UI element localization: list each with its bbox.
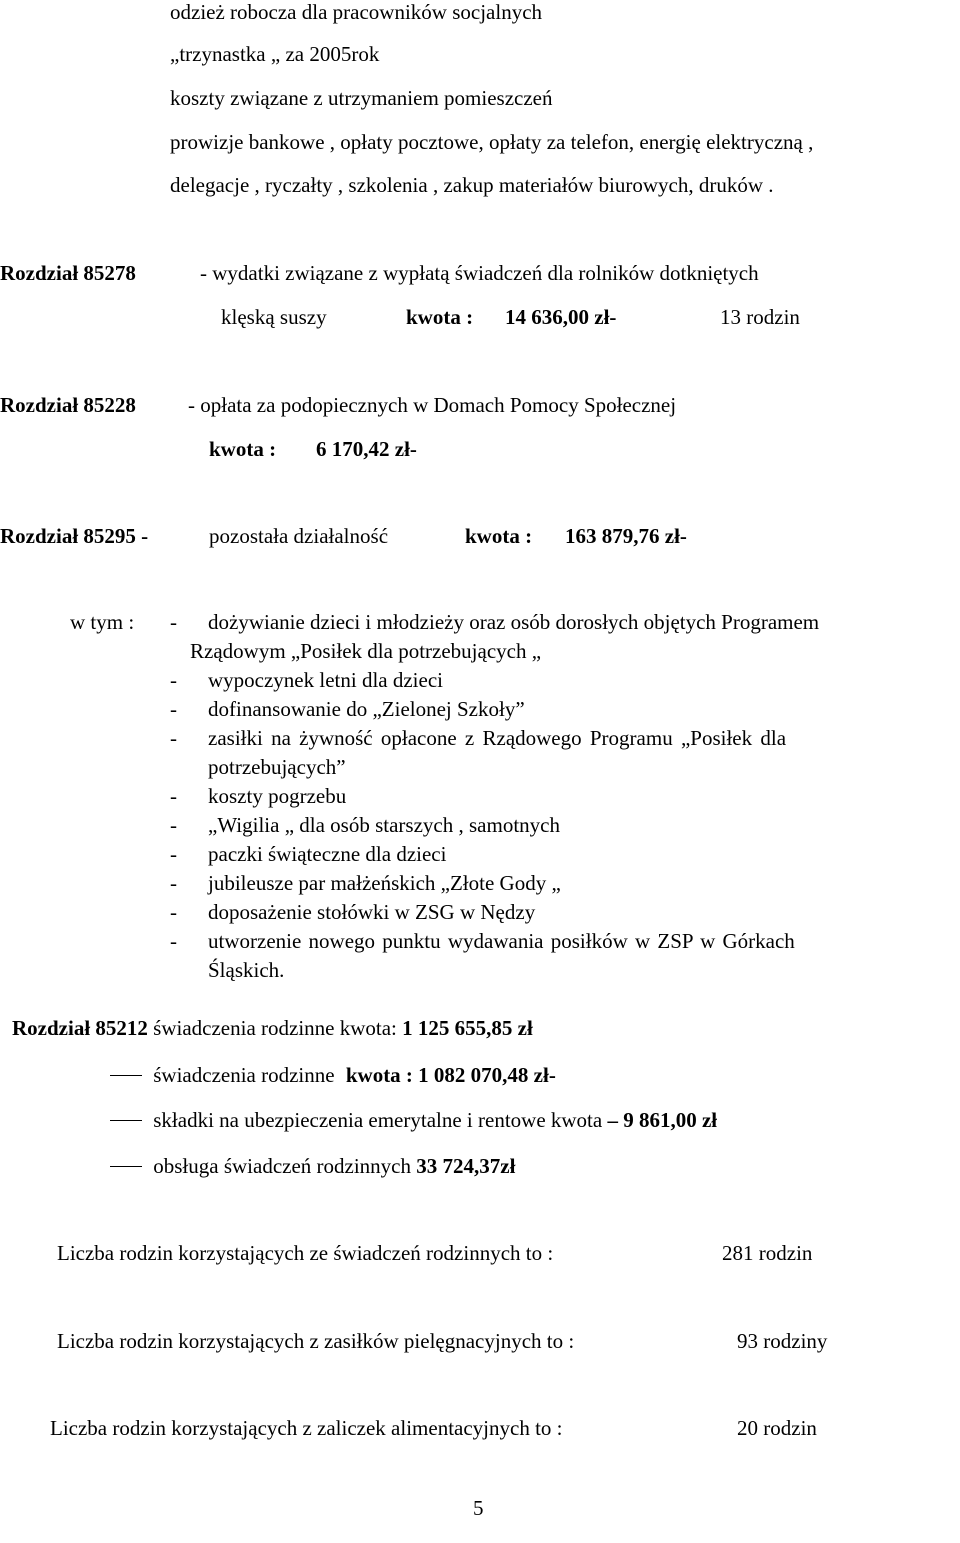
stat-label-alimony-advances: Liczba rodzin korzystających z zaliczek alimentacyjnych to :: [50, 1416, 563, 1440]
list-item: - paczki świąteczne dla dzieci: [170, 842, 447, 866]
list-item-continuation: Śląskich.: [208, 958, 285, 982]
section-85212-sub-1: świadczenia rodzinne kwota : 1 082 070,48 zł-: [110, 1063, 556, 1088]
dash-rule: [110, 1075, 142, 1076]
stat-value-alimony-advances: 20 rodzin: [737, 1416, 817, 1440]
section-85295-kwota: 163 879,76 zł-: [565, 524, 687, 548]
list-item: - dofinansowanie do „Zielonej Szkoły”: [170, 697, 525, 721]
section-85295-wtym: w tym :: [70, 610, 135, 634]
section-85228-label: Rozdział 85228: [0, 393, 136, 417]
section-85278-kwota-label: kwota :: [406, 305, 474, 329]
stat-label-care-allowances: Liczba rodzin korzystających z zasiłków pielęgnacyjnych to :: [57, 1329, 575, 1353]
top-line-1: odzież robocza dla pracowników socjalnych: [170, 0, 543, 24]
list-item-continuation: potrzebujących”: [208, 755, 346, 779]
section-85295-label: Rozdział 85295 -: [0, 524, 149, 548]
list-item: - zasiłki na żywność opłacone z Rządowego Programu „Posiłek dla: [170, 726, 787, 750]
section-85212-sub-2: składki na ubezpieczenia emerytalne i rentowe kwota – 9 861,00 zł: [110, 1108, 717, 1133]
section-85295-kwota-label: kwota :: [465, 524, 533, 548]
section-85295-desc: pozostała działalność: [209, 524, 389, 548]
section-85278-desc: - wydatki związane z wypłatą świadczeń dla rolników dotkniętych: [200, 261, 759, 285]
dash-rule: [110, 1166, 142, 1167]
list-item-continuation: Rządowym „Posiłek dla potrzebujących „: [190, 639, 542, 663]
section-85212-line: [12, 1016, 533, 1041]
list-item: - dożywianie dzieci i młodzieży oraz osób dorosłych objętych Programem: [170, 610, 820, 634]
dash-rule: [110, 1120, 142, 1121]
list-item: - koszty pogrzebu: [170, 784, 347, 808]
section-85212-sub-3: obsługa świadczeń rodzinnych 33 724,37zł: [110, 1154, 515, 1179]
section-85212-label: Rozdział 85212: [12, 1016, 148, 1040]
list-item: - doposażenie stołówki w ZSG w Nędzy: [170, 900, 536, 924]
stat-label-family-benefits: Liczba rodzin korzystających ze świadczeń rodzinnych to :: [57, 1241, 554, 1265]
top-line-2: „trzynastka „ za 2005rok: [170, 42, 380, 66]
list-item: - wypoczynek letni dla dzieci: [170, 668, 443, 692]
page-number: 5: [473, 1496, 484, 1520]
list-item: - utworzenie nowego punktu wydawania posiłków w ZSP w Górkach: [170, 929, 795, 953]
section-85295-items: [170, 608, 960, 985]
section-85228-kwota: 6 170,42 zł-: [316, 437, 417, 461]
stat-value-care-allowances: 93 rodziny: [737, 1329, 828, 1353]
top-line-3: koszty związane z utrzymaniem pomieszczeń: [170, 86, 553, 110]
section-85278-kwota: 14 636,00 zł-: [505, 305, 617, 329]
list-item: - jubileusze par małżeńskich „Złote Gody „: [170, 871, 561, 895]
section-85212-desc: świadczenia rodzinne kwota:: [153, 1016, 397, 1040]
list-item: - „Wigilia „ dla osób starszych , samotnych: [170, 813, 560, 837]
section-85278-families: 13 rodzin: [720, 305, 800, 329]
top-line-5: delegacje , ryczałty , szkolenia , zakup materiałów biurowych, druków .: [170, 173, 774, 197]
top-line-4: prowizje bankowe , opłaty pocztowe, opłaty za telefon, energię elektryczną ,: [170, 130, 814, 154]
section-85278-label: Rozdział 85278: [0, 261, 136, 285]
section-85212-kwota: 1 125 655,85 zł: [402, 1016, 533, 1040]
section-85278-desc-cont: klęską suszy: [221, 305, 327, 329]
stat-value-family-benefits: 281 rodzin: [722, 1241, 813, 1265]
section-85228-desc: - opłata za podopiecznych w Domach Pomocy Społecznej: [188, 393, 677, 417]
section-85228-kwota-label: kwota :: [209, 437, 277, 461]
